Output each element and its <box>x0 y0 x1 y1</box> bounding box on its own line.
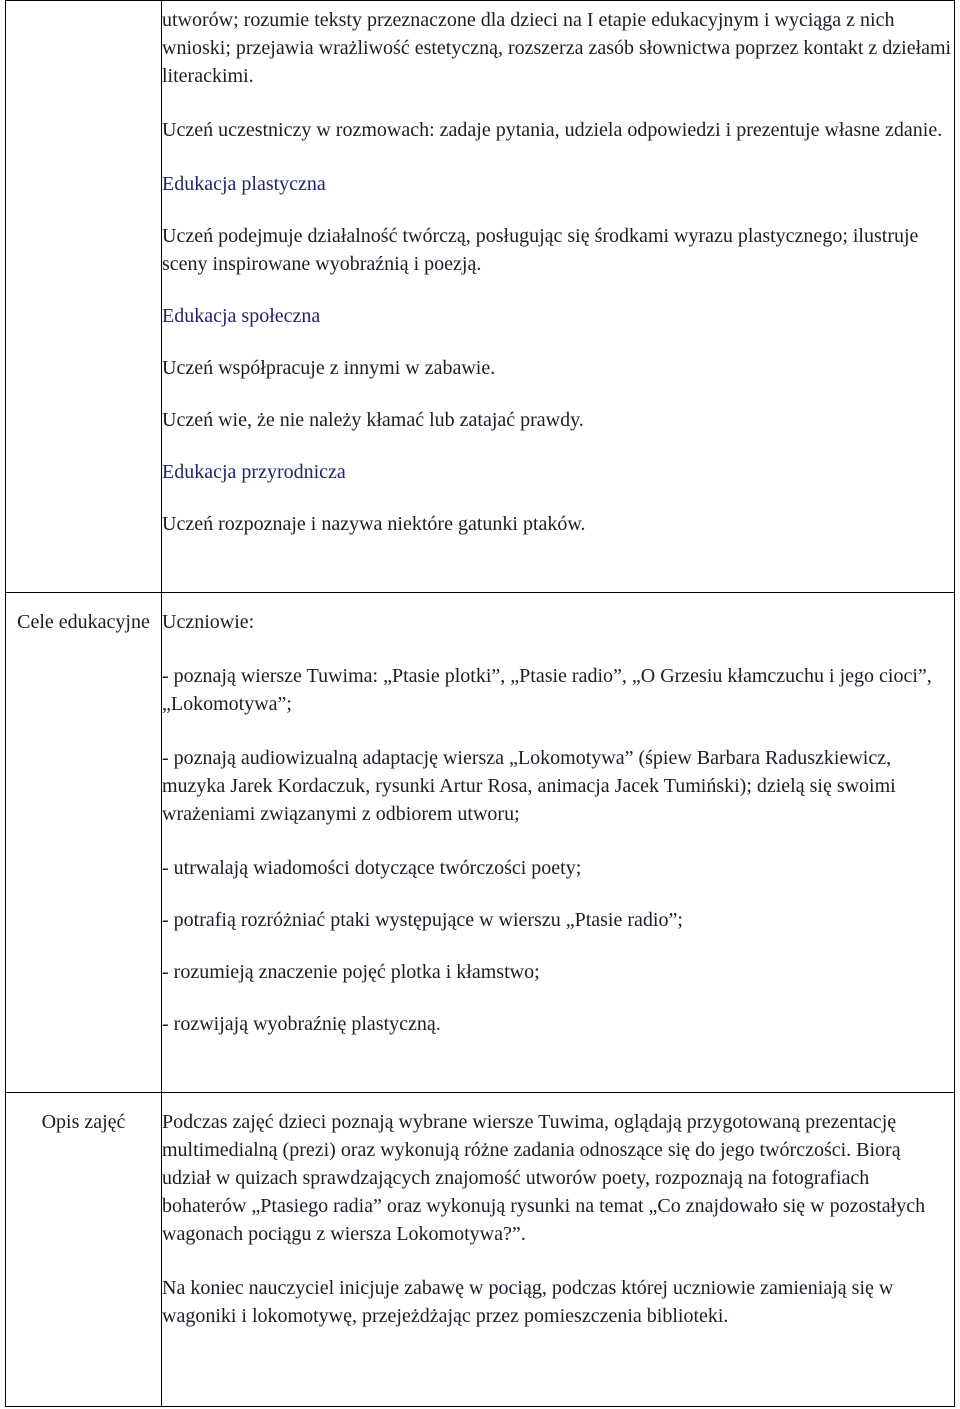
table-row <box>6 1093 955 1407</box>
list-item: - utrwalają wiadomości dotyczące twórczości poety; <box>162 857 582 879</box>
row-content-cell <box>162 1 955 593</box>
row-label-opis: Opis zajęć <box>41 1111 126 1133</box>
section-heading: Edukacja przyrodnicza <box>162 461 346 483</box>
row-label-cell <box>6 1 162 593</box>
row-content-cell <box>162 593 955 1093</box>
list-item: - potrafią rozróżniać ptaki występujące w wierszu „Ptasie radio”; <box>162 909 683 931</box>
list-item: - poznają audiowizualną adaptację wiersza „Lokomotywa” (śpiew Barbara Raduszkiewicz, muzyka Jarek Kordaczuk, rysunki Artur Rosa, animacja Jacek Tumiński); dzielą się swoimi wrażeniami związanymi z odbiorem utworu; <box>162 747 896 825</box>
row-content-cell <box>162 1093 955 1407</box>
paragraph: Uczeń podejmuje działalność twórczą, posługując się środkami wyrazu plastycznego; ilustruje sceny inspirowane wyobraźnią i poezją. <box>162 225 919 275</box>
lesson-plan-table <box>5 0 955 1407</box>
paragraph: Na koniec nauczyciel inicjuje zabawę w pociąg, podczas której uczniowie zamieniają się w wagoniki i lokomotywę, przejeżdżając przez pomieszczenia biblioteki. <box>162 1277 894 1327</box>
list-item: - poznają wiersze Tuwima: „Ptasie plotki”, „Ptasie radio”, „O Grzesiu kłamczuchu i jego cioci”, „Lokomotywa”; <box>162 665 932 715</box>
paragraph: Uczeń współpracuje z innymi w zabawie. <box>162 357 496 379</box>
paragraph: Uczniowie: <box>162 611 255 633</box>
table-row <box>6 593 955 1093</box>
paragraph: Uczeń wie, że nie należy kłamać lub zatajać prawdy. <box>162 409 584 431</box>
paragraph: Podczas zajęć dzieci poznają wybrane wiersze Tuwima, oglądają przygotowaną prezentację multimedialną (prezi) oraz wykonują różne zadania odnoszące się do jego twórczości. Biorą udział w quizach sprawdzających znajomość utworów poety, rozpoznają na fotografiach bohaterów „Ptasiego radia” oraz wykonują rysunki na temat „Co znajdowało się w pozostałych wagonach pociągu z wiersza Lokomotywa?”. <box>162 1111 926 1245</box>
section-heading: Edukacja społeczna <box>162 305 321 327</box>
row-label-cele: Cele edukacyjne <box>17 611 150 633</box>
section-heading: Edukacja plastyczna <box>162 173 326 195</box>
list-item: - rozumieją znaczenie pojęć plotka i kłamstwo; <box>162 961 540 983</box>
paragraph: Uczeń uczestniczy w rozmowach: zadaje pytania, udziela odpowiedzi i prezentuje własne zdanie. <box>162 119 943 141</box>
list-item: - rozwijają wyobraźnię plastyczną. <box>162 1013 441 1035</box>
table-row <box>6 1 955 593</box>
row-label-cell <box>6 593 162 1093</box>
paragraph: Uczeń rozpoznaje i nazywa niektóre gatunki ptaków. <box>162 513 586 535</box>
paragraph: utworów; rozumie teksty przeznaczone dla dzieci na I etapie edukacyjnym i wyciąga z nich wnioski; przejawia wrażliwość estetyczną, rozszerza zasób słownictwa poprzez kontakt z dziełami literackimi. <box>162 9 952 87</box>
row-label-cell <box>6 1093 162 1407</box>
